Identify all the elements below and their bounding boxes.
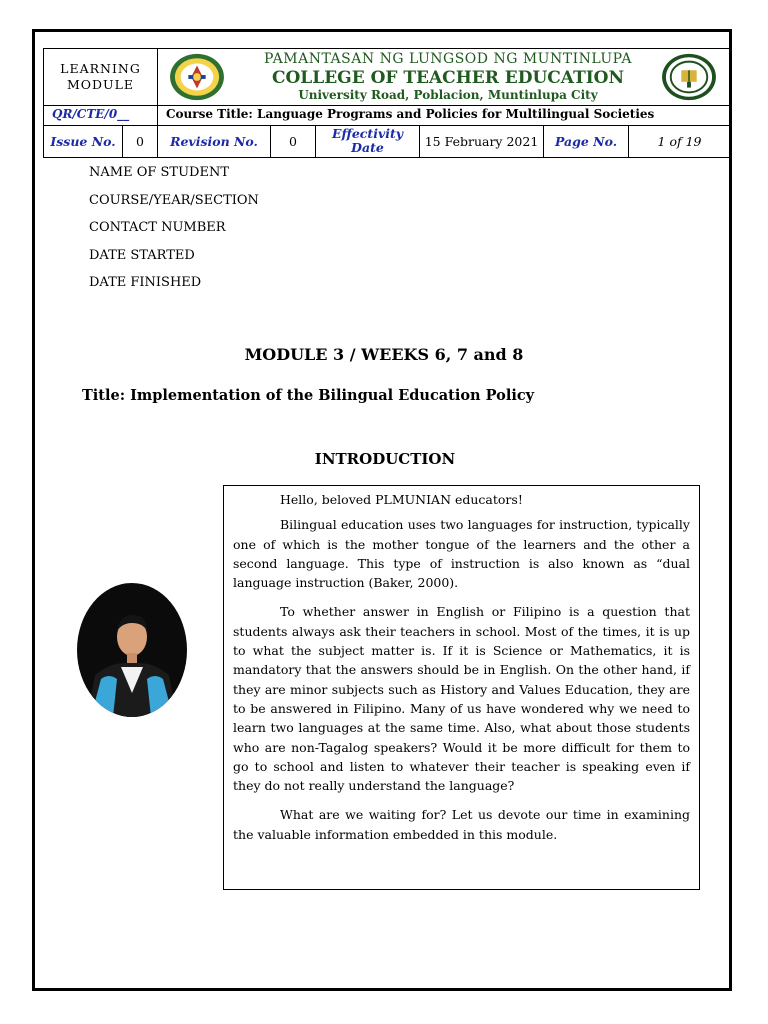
module-heading: MODULE 3 / WEEKS 6, 7 and 8 [244, 345, 524, 364]
effectivity-label: Effectivity Date [316, 126, 420, 157]
learning-module-label: LEARNING MODULE [44, 49, 158, 106]
introduction-text-box [223, 485, 700, 890]
effectivity-date: 15 February 2021 [420, 126, 544, 157]
document-control-row [43, 126, 731, 158]
course-year-section-field: COURSE/YEAR/SECTION [89, 192, 259, 208]
college-name: COLLEGE OF TEACHER EDUCATION [271, 68, 625, 88]
revision-label: Revision No. [158, 126, 271, 157]
issue-value: 0 [123, 126, 158, 157]
course-title: Course Title: Language Programs and Policies for Multilingual Societies [166, 107, 655, 121]
introduction-heading: INTRODUCTION [314, 450, 456, 468]
author-portrait [77, 583, 187, 717]
page-number: 1 of 19 [657, 134, 702, 149]
page-label: Page No. [544, 126, 629, 157]
intro-paragraph-1: Bilingual education uses two languages for instruction, typically one of which is the mother tongue of the learners and the other a second language. This type of instruction is also known as “dual language instruction (Baker, 2000). [233, 517, 690, 591]
institution-banner [158, 49, 731, 106]
university-address: University Road, Poblacion, Muntinlupa City [298, 88, 598, 102]
student-name-field: NAME OF STUDENT [89, 165, 229, 180]
intro-paragraph-3: What are we waiting for? Let us devote our time in examining the valuable information embedded in this module. [233, 807, 690, 842]
contact-number-field: CONTACT NUMBER [89, 220, 226, 235]
document-header [43, 48, 731, 106]
university-name: PAMANTASAN NG LUNGSOD NG MUNTINLUPA [264, 51, 632, 67]
intro-paragraph-2: To whether answer in English or Filipino is a question that students always ask their teachers in school. Most of the times, it is up to what the subject matter is. If it is Science or Mathematics, it is mandatory that the answers should be in English. On the other hand, if they are minor subjects such as History and Values Education, they are to be answered in Filipino. Many of us have wondered why we need to learn two languages at the same time. Also, what about those students who are non-Tagalog speakers? Would it be more difficult for them to go to school and listen to whatever their teacher is speaking even if they do not really understand the language? [233, 604, 690, 794]
qr-code-label: QR/CTE/0__ [44, 104, 158, 125]
course-row [43, 104, 731, 126]
student-info-fields [89, 159, 259, 297]
date-finished-field: DATE FINISHED [89, 275, 202, 290]
greeting-paragraph: Hello, beloved PLMUNIAN educators! [280, 492, 523, 507]
issue-label: Issue No. [44, 126, 123, 157]
college-seal-icon [660, 52, 718, 102]
date-started-field: DATE STARTED [89, 247, 195, 263]
revision-value: 0 [271, 126, 316, 157]
university-seal-icon [168, 52, 226, 102]
lesson-title: Title: Implementation of the Bilingual Education Policy [82, 387, 535, 404]
